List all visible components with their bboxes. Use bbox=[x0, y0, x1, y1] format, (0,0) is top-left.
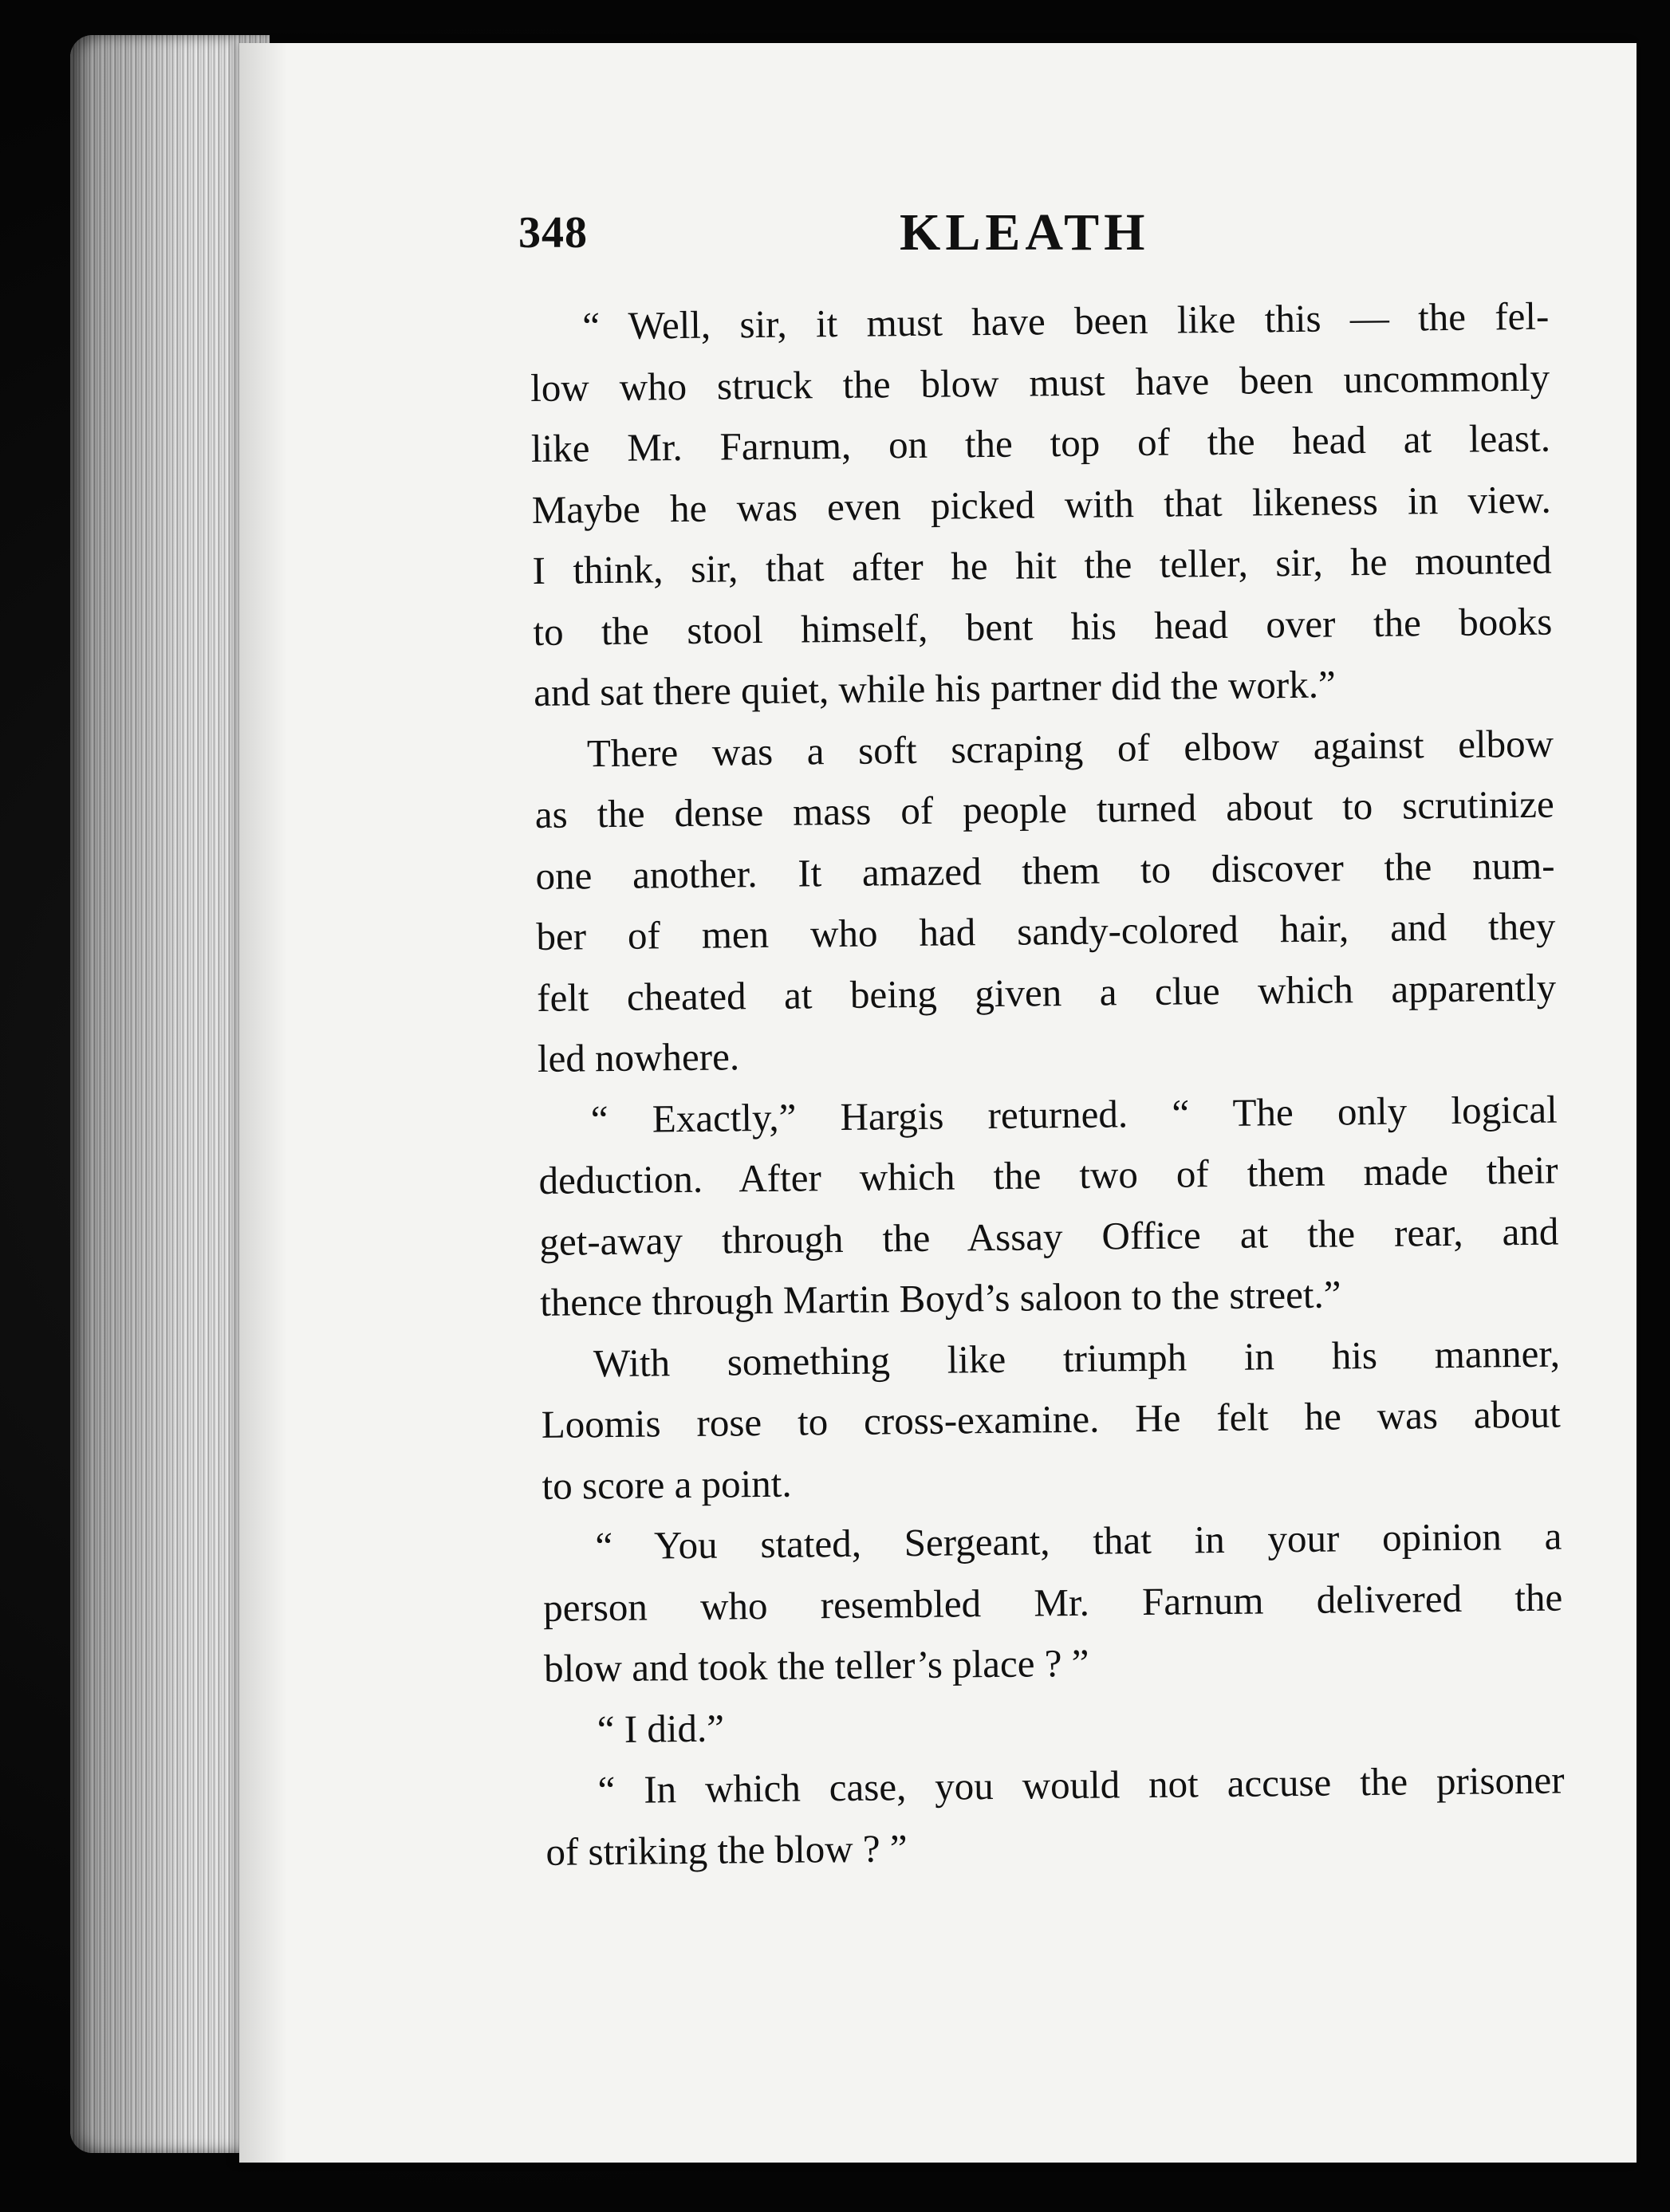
text-line: ber of men who had sandy-colored hair, and they bbox=[536, 903, 1556, 958]
text-line: I think, sir, that after he hit the teller, sir, he mounted bbox=[532, 537, 1552, 592]
page-number: 348 bbox=[518, 208, 588, 258]
text-line: With something like triumph in his manner, bbox=[593, 1331, 1561, 1385]
body-text bbox=[530, 286, 1566, 1883]
text-line: and sat there quiet, while his partner did the work.” bbox=[533, 662, 1336, 714]
text-line: “ Well, sir, it must have been like this — the fel- bbox=[582, 293, 1550, 348]
text-line: “ In which case, you would not accuse the prisoner bbox=[597, 1757, 1565, 1813]
text-line: of striking the blow ? ” bbox=[546, 1825, 908, 1874]
text-line: person who resembled Mr. Farnum delivered the bbox=[542, 1575, 1563, 1630]
page-header bbox=[518, 203, 1316, 279]
text-line: deduction. After which the two of them made their bbox=[538, 1147, 1558, 1202]
text-line: low who struck the blow must have been uncommonly bbox=[530, 355, 1550, 410]
text-line: Loomis rose to cross-examine. He felt he was about bbox=[541, 1391, 1562, 1446]
text-line: There was a soft scraping of elbow against elbow bbox=[586, 721, 1554, 775]
text-line: as the dense mass of people turned about to scrutinize bbox=[534, 781, 1555, 836]
text-line: thence through Martin Boyd’s saloon to the street.” bbox=[539, 1272, 1341, 1324]
text-line: felt cheated at being given a clue which apparently bbox=[536, 965, 1557, 1020]
text-line: blow and took the teller’s place ? ” bbox=[543, 1640, 1089, 1690]
text-line: led nowhere. bbox=[537, 1034, 740, 1080]
text-line: get-away through the Assay Office at the rear, and bbox=[539, 1209, 1559, 1264]
text-line: to score a point. bbox=[542, 1461, 792, 1508]
text-line: to the stool himself, bent his head over the books bbox=[533, 599, 1553, 654]
text-line: “ Exactly,” Hargis returned. “ The only logical bbox=[590, 1087, 1558, 1141]
running-head-title: KLEATH bbox=[900, 203, 1150, 262]
text-line: “ I did.” bbox=[597, 1706, 725, 1751]
text-line: “ You stated, Sergeant, that in your opinion a bbox=[595, 1513, 1562, 1568]
page-gutter-shadow bbox=[239, 43, 287, 2163]
text-line: one another. It amazed them to discover the num- bbox=[535, 843, 1555, 898]
text-line: like Mr. Farnum, on the top of the head at least. bbox=[530, 415, 1551, 470]
text-line: Maybe he was even picked with that likeness in view. bbox=[531, 477, 1552, 532]
